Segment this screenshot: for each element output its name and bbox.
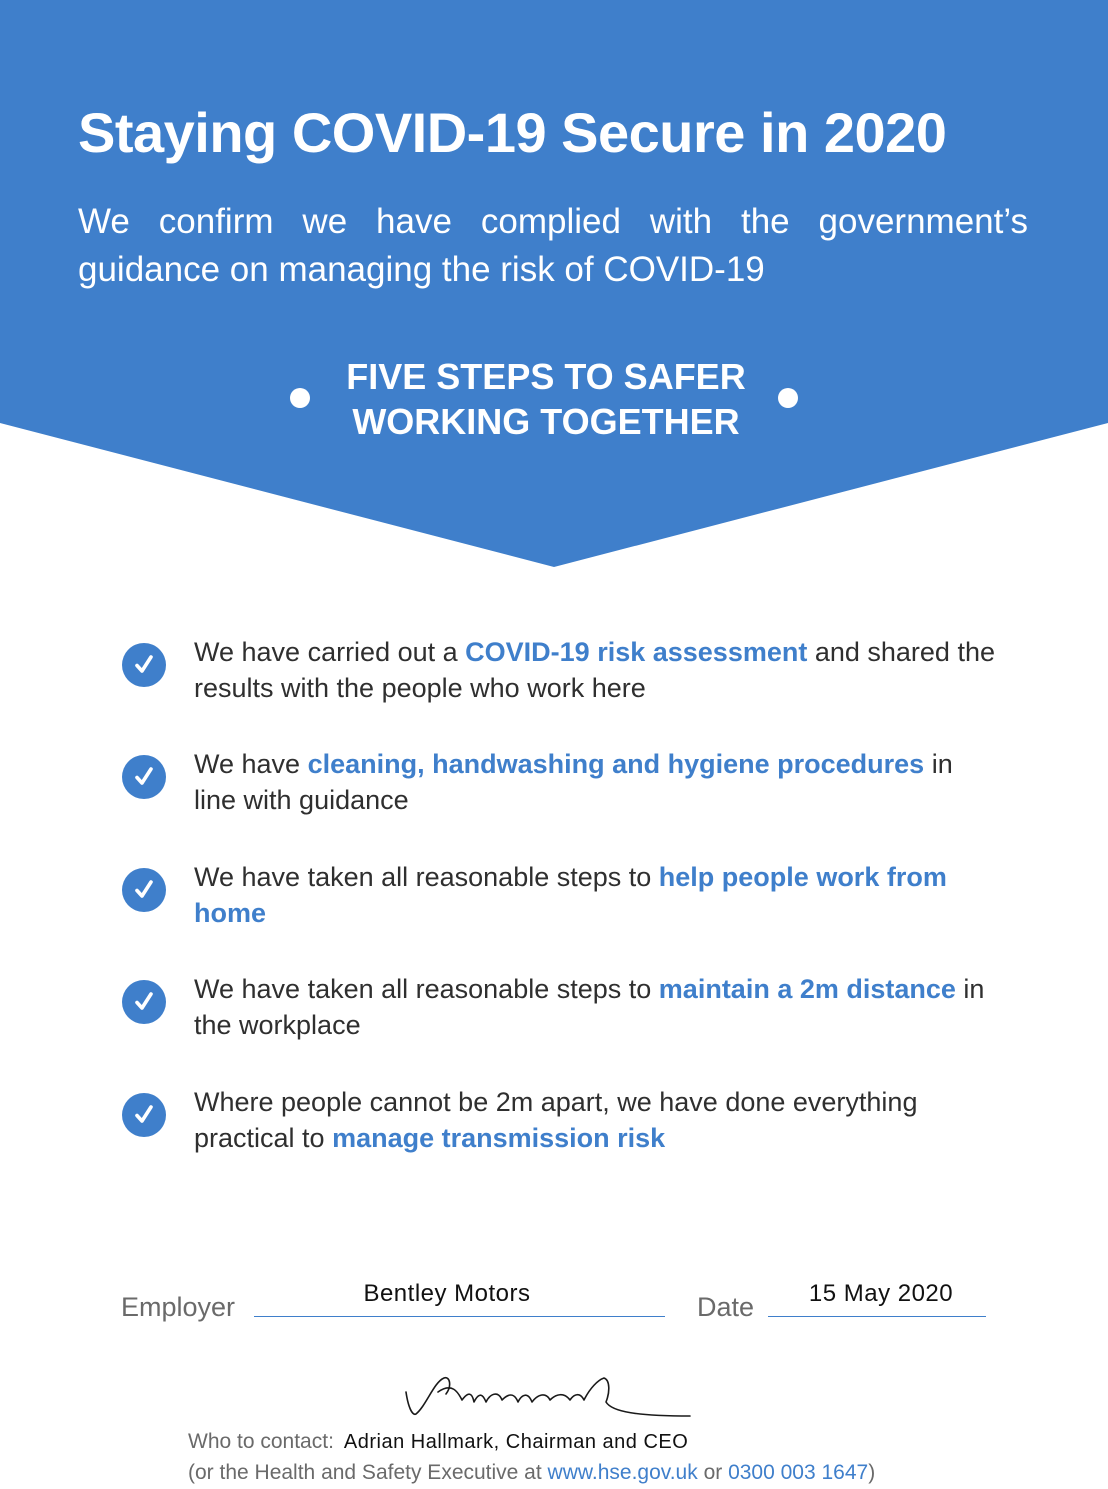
check-circle-icon: [122, 868, 166, 912]
check-circle-icon: [122, 980, 166, 1024]
check-circle-icon: [122, 755, 166, 799]
employer-value: Bentley Motors: [363, 1280, 531, 1307]
hse-contact-line: [188, 1461, 875, 1485]
hse-prefix: (or the Health and Safety Executive at: [188, 1461, 548, 1484]
steps-heading-line1: FIVE STEPS TO SAFER: [346, 356, 746, 397]
checklist-item-text: [194, 859, 1002, 931]
contact-label: Who to contact:: [188, 1430, 334, 1453]
date-label: Date: [697, 1292, 755, 1322]
check-circle-icon: [122, 643, 166, 687]
date-underline: [768, 1316, 986, 1317]
steps-heading-line2: WORKING TOGETHER: [352, 401, 740, 442]
item-text-after: and shared the results with the people who work here: [194, 637, 995, 703]
date-value: 15 May 2020: [808, 1280, 954, 1307]
checklist-item-text: [194, 634, 1002, 706]
item-text-before: We have carried out a: [194, 637, 466, 667]
item-text-before: We have taken all reasonable steps to: [194, 974, 659, 1004]
page-subtitle: We confirm we have complied with the government’s guidance on managing the risk of COVID-19: [78, 202, 1028, 289]
item-text-before: Where people cannot be 2m apart, we have done everything practical to: [194, 1087, 918, 1153]
checklist-item-text: [194, 1084, 1002, 1156]
item-text-before: We have taken all reasonable steps to: [194, 862, 659, 892]
signature: [398, 1372, 698, 1428]
item-highlight: maintain a 2m distance: [658, 974, 956, 1004]
contact-line: [188, 1430, 688, 1454]
hse-website-link[interactable]: www.hse.gov.uk: [547, 1461, 698, 1484]
item-highlight: manage transmission risk: [332, 1123, 666, 1153]
bullet-dot-right: [778, 388, 798, 408]
item-text-before: We have: [194, 749, 308, 779]
item-text-after: in the workplace: [194, 974, 985, 1040]
checklist-item-text: [194, 746, 1002, 818]
steps-heading: [320, 354, 772, 444]
hse-phone-link[interactable]: 0300 003 1647: [728, 1461, 869, 1484]
hse-or: or: [697, 1461, 729, 1484]
item-highlight: COVID-19 risk assessment: [465, 637, 808, 667]
item-highlight: cleaning, handwashing and hygiene procedures: [307, 749, 925, 779]
employer-label: Employer: [121, 1292, 236, 1322]
item-highlight: help people work from home: [194, 862, 947, 928]
page-title: Staying COVID-19 Secure in 2020: [78, 101, 947, 164]
item-text-after: in line with guidance: [194, 749, 953, 815]
contact-name: Adrian Hallmark, Chairman and CEO: [343, 1431, 689, 1453]
checklist-item-text: [194, 971, 1002, 1043]
check-circle-icon: [122, 1093, 166, 1137]
bullet-dot-left: [290, 388, 310, 408]
hse-suffix: ): [868, 1461, 876, 1484]
employer-underline: [254, 1316, 665, 1317]
